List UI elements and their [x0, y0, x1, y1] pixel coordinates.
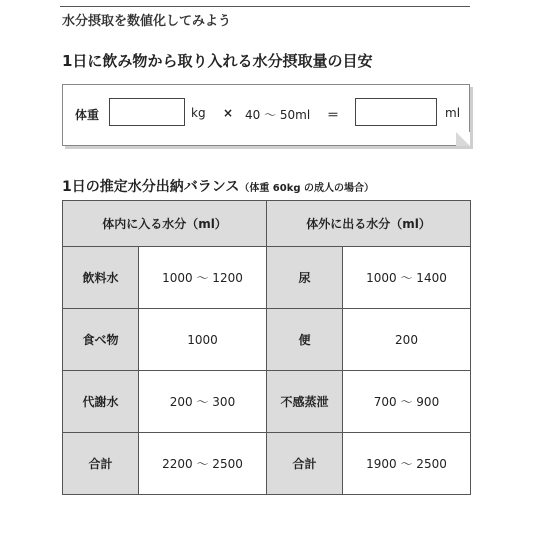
row-label: 飲料水	[63, 247, 139, 309]
row-value: 700 〜 900	[343, 371, 471, 433]
header-intake: 体内に入る水分（ml）	[63, 201, 267, 247]
row-label: 食べ物	[63, 309, 139, 371]
weight-input-box[interactable]	[109, 98, 185, 126]
header-output: 体外に出る水分（ml）	[267, 201, 471, 247]
formula-card	[62, 84, 470, 146]
times-sign: ×	[223, 106, 234, 120]
result-input-box[interactable]	[355, 98, 437, 126]
row-label: 合計	[267, 433, 343, 495]
table-header-row	[63, 201, 471, 247]
row-value: 1000 〜 1200	[139, 247, 267, 309]
row-label: 合計	[63, 433, 139, 495]
unit-kg: kg	[191, 106, 206, 120]
factor-text: 40 〜 50ml	[245, 108, 311, 122]
table-row	[63, 433, 471, 495]
table-row	[63, 247, 471, 309]
section1-title: 1日に飲み物から取り入れる水分摂取量の目安	[62, 52, 373, 70]
folded-corner	[456, 132, 470, 146]
section2-note: （体重 60kg の成人の場合）	[239, 183, 375, 194]
section2-title	[62, 176, 374, 196]
row-value: 2200 〜 2500	[139, 433, 267, 495]
water-balance-table	[62, 200, 471, 495]
row-value: 1900 〜 2500	[343, 433, 471, 495]
row-label: 不感蒸泄	[267, 371, 343, 433]
row-label: 尿	[267, 247, 343, 309]
section2-title-text: 1日の推定水分出納バランス	[62, 179, 240, 195]
row-label: 代謝水	[63, 371, 139, 433]
top-rule	[60, 6, 470, 7]
row-value: 200 〜 300	[139, 371, 267, 433]
row-label: 便	[267, 309, 343, 371]
table-row	[63, 309, 471, 371]
unit-ml: ml	[445, 106, 461, 120]
row-value: 1000	[139, 309, 267, 371]
equals-sign: ＝	[327, 108, 340, 122]
page-heading: 水分摂取を数値化してみよう	[62, 14, 232, 29]
row-value: 1000 〜 1400	[343, 247, 471, 309]
row-value: 200	[343, 309, 471, 371]
weight-label: 体重	[75, 108, 100, 122]
table-row	[63, 371, 471, 433]
